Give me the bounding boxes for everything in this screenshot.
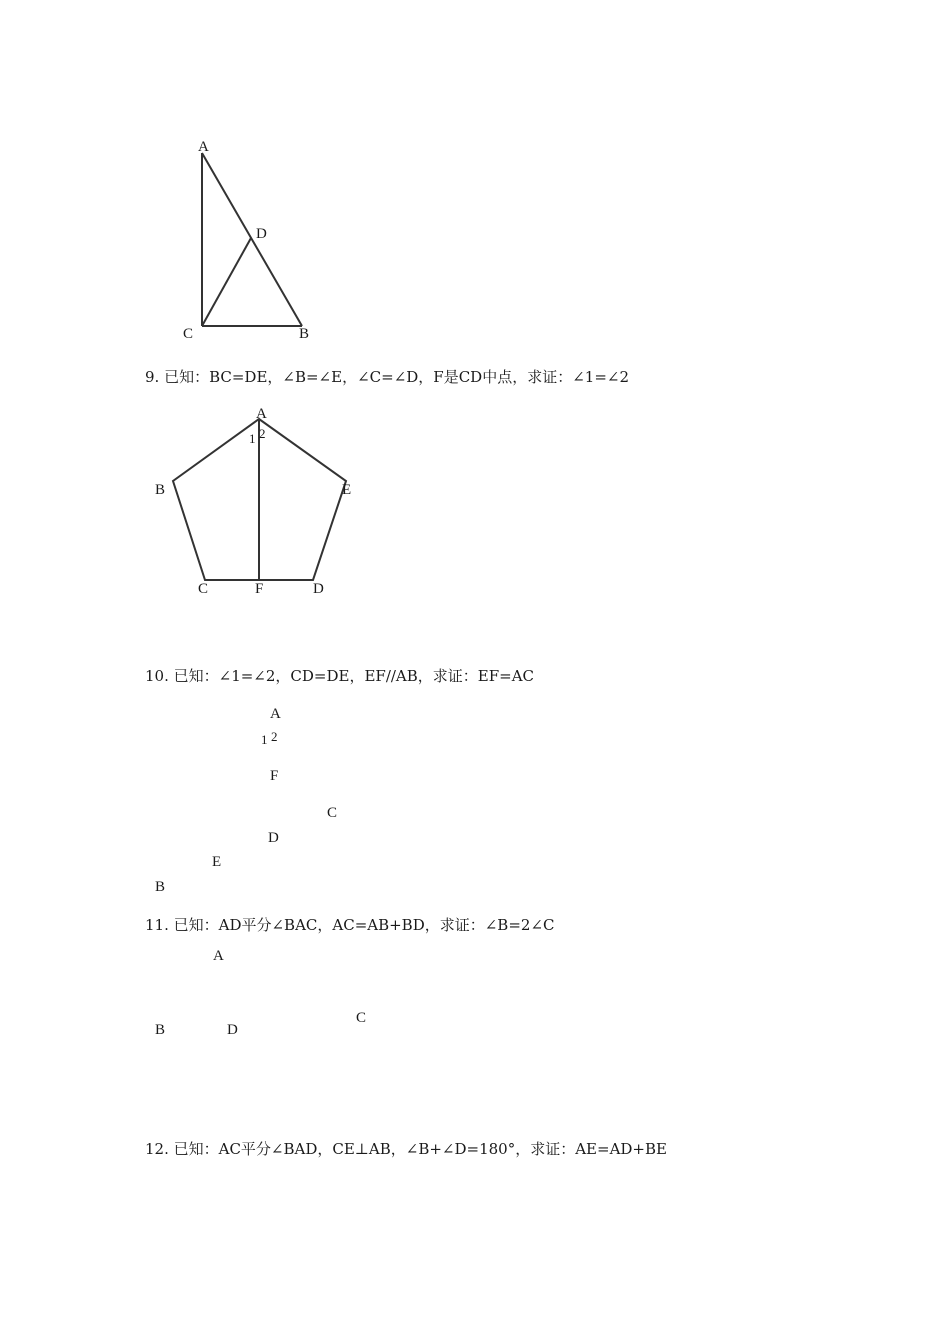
fig11-label-c: C — [356, 1010, 367, 1026]
fig9-label-f: F — [255, 581, 264, 597]
fig10-label-angle-2: 2 — [271, 729, 278, 744]
fig8-label-a: A — [198, 139, 209, 155]
problem-9-statement: 9. 已知：BC=DE，∠B=∠E，∠C=∠D，F是CD中点，求证：∠1=∠2 — [145, 368, 629, 386]
problem-10-statement: 10. 已知：∠1=∠2，CD=DE，EF//AB，求证：EF=AC — [145, 667, 535, 685]
fig9-label-e: E — [342, 482, 352, 498]
fig11-label-d: D — [227, 1022, 238, 1038]
fig9-label-angle-2: 2 — [259, 426, 266, 441]
fig10-label-d: D — [268, 830, 279, 846]
fig10-label-c: C — [327, 805, 338, 821]
fig8-label-d: D — [256, 226, 267, 242]
fig9-label-a: A — [256, 406, 267, 422]
fig10-label-b: B — [155, 879, 166, 895]
fig10-label-angle-1: 1 — [261, 732, 268, 747]
problem-12-statement: 12. 已知：AC平分∠BAD，CE⊥AB，∠B+∠D=180°，求证：AE=AD+BE — [145, 1140, 667, 1158]
fig9-label-angle-1: 1 — [249, 431, 256, 446]
fig8-label-b: B — [299, 326, 310, 342]
fig10-label-f: F — [270, 768, 279, 784]
fig9-label-d: D — [313, 581, 324, 597]
problem-11-statement: 11. 已知：AD平分∠BAC，AC=AB+BD，求证：∠B=2∠C — [145, 916, 555, 934]
fig9-label-c: C — [198, 581, 209, 597]
fig11-label-a: A — [213, 948, 224, 964]
fig10-label-e: E — [212, 854, 222, 870]
fig11-label-b: B — [155, 1022, 166, 1038]
fig8-label-c: C — [183, 326, 194, 342]
fig10-label-a: A — [270, 706, 281, 722]
fig9-label-b: B — [155, 482, 166, 498]
